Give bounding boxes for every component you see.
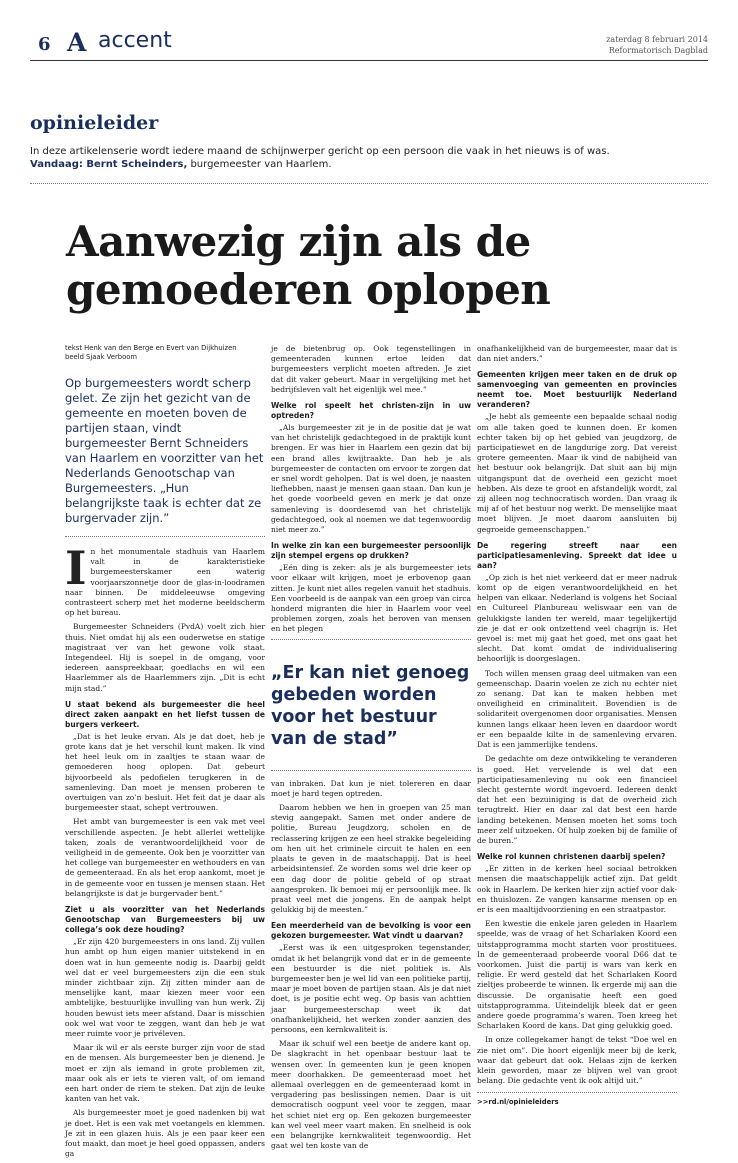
body-paragraph: Maar ik wil er als eerste burger zijn voor de stad en de mensen. Als burgemeester ben je dienend. Je moet er zijn als iemand in grote problemen zit, maar ook als er iets te vieren valt, of om iemand een hart onder de riem te steken. Dat zijn de leuke kanten van het vak. xyxy=(65,1043,265,1104)
body-paragraph: In onze collegekamer hangt de tekst “Doe wel en zie niet om”. Die hoort eigenlijk meer bij de kerk, waar dat gebeurt dat ook. Helaas zijn de kerken klein geworden, maar ze blijven wel van groot belang. Die gedachte vent ik ook altijd uit.” xyxy=(477,1035,677,1086)
footer-link[interactable]: >>rd.nl/opinieleiders xyxy=(477,1098,559,1107)
section-logo: A xyxy=(67,28,87,57)
body-paragraph: van inbraken. Dat kun je niet tolereren en daar moet je hard tegen optreden. xyxy=(271,778,471,798)
header-meta xyxy=(606,34,708,56)
column-2-body-bottom xyxy=(271,779,471,1152)
column-2-body-top xyxy=(271,344,471,635)
body-paragraph: „Eén ding is zeker: als je als burgemeester iets voor elkaar wilt krijgen, moet je erbovenop gaan zitten. Je kunt niet alles regelen vanuit het stadhuis. Een voorbeeld is de aanpak van een groep van circa honderd migranten die hier in Haarlem voor veel problemen zorgen, zoals het beroven van mensen en het plegen xyxy=(271,563,471,634)
article-credits xyxy=(65,344,265,362)
column-1 xyxy=(65,344,265,1163)
interview-question: U staat bekend als burgemeester die heel direct zaken aanpakt en het liefst tussen de burgers verkeert. xyxy=(65,699,265,729)
body-paragraph: Toch willen mensen graag deel uitmaken van een gemeenschap. Daarin voelen ze zich nu echter niet zo senang. Dat kan te maken hebben met onveiligheid en criminaliteit. Bovendien is de solidariteit overgenomen door organisaties. Mensen kunnen langs elkaar heen leven en daardoor wordt er een bepaalde kilte in de samenleving ervaren. Dat is een jammerlijke tendens. xyxy=(477,668,677,750)
body-paragraph: Maar ik schuif wel een beetje de andere kant op. De slagkracht in het openbaar bestuur laat te wensen over. In gemeenten kun je geen knopen meer doorhakken. De gemeenteraad moet het allemaal overleggen en de gemeenteraad komt in vergadering pas beslissingen nemen. Daar is uit democratisch oogpunt veel voor te zeggen, maar het schiet niet erg op. Een gekozen burgemeester kan wel veel meer vaart maken. En snelheid is ook een belangrijke kernkwaliteit tegenwoordig. Het gaat wel ten koste van de xyxy=(271,1039,471,1151)
article-lede: Op burgemeesters wordt scherp gelet. Ze zijn het gezicht van de gemeente en moeten boven de partijen staan, vindt burgemeester Bernt Schneiders van Haarlem en voorzitter van het Nederlands Genootschap van Burgemeesters. „Hun belangrijkste taak is echter dat ze burgervader zijn.” xyxy=(65,376,264,525)
pull-quote: „Er kan niet genoeg gebeden worden voor het bestuur van de stad” xyxy=(271,662,470,749)
body-paragraph: Als burgemeester moet je goed nadenken bij wat je doet. Het is een vak met voetangels en klemmen. Je zit in een glazen huis. Als je een paar keer een fout maakt, dan moet je heel goed oppassen, anders ga xyxy=(65,1108,265,1159)
issue-date: zaterdag 8 februari 2014 xyxy=(606,35,708,44)
credits-text: tekst Henk van den Berge en Evert van Dijkhuizen xyxy=(65,344,237,352)
publication-name: Reformatorisch Dagblad xyxy=(608,46,708,55)
pullquote-rule-top xyxy=(271,639,471,640)
body-paragraph: „Je hebt als gemeente een bepaalde schaal nodig om alle taken goed te kunnen doen. Er komen echter taken bij op het gebied van jeugdzorg, de participatiewet en de langdurige zorg. Dat vereist grotere gemeenten. Maar ik vind de nabijheid van het bestuur ook belangrijk. Dat sluit aan bij mijn uitgangspunt dat de overheid een gezicht moet hebben. Als deze te groot en afstandelijk wordt, zal zij alleen nog technocratisch worden. Dan vraag ik mij af of het bestuur nog werkt. De menselijke maat moet blijven. Je moet daarom aansluiten bij gegroeide gemeenschappen.” xyxy=(477,412,677,534)
lede-divider xyxy=(65,536,265,537)
interview-question: Een meerderheid van de bevolking is voor een gekozen burgemeester. Wat vindt u daarvan? xyxy=(271,921,471,941)
body-paragraph: je de bietenbrug op. Ook tegenstellingen in gemeenteraden kunnen ertoe leiden dat burgemeesters verplicht moeten aftreden. Je ziet dat dit vaker gebeurt. Maar in vergelijking met het bedrijfsleven valt het eigenlijk wel mee.” xyxy=(271,344,471,394)
body-paragraph: onafhankelijkheid van de burgemeester, maar dat is dan niet anders.” xyxy=(477,344,677,364)
footer-divider xyxy=(477,1092,677,1093)
body-paragraph: Een kwestie die enkele jaren geleden in Haarlem speelde, was de vraag of het Scharlaken Koord een uitstapprogramma mocht starten voor prostituees. In de gemeenteraad probeerde vooral D66 dat te voorkomen. Juist die partij is wars van kerk en religie. Er werd gesteld dat het Scharlaken Koord zieltjes probeerde te winnen. Ik ergerde mij aan die discussie. De organisatie heeft een goed uitstapprogramma. Uiteindelijk bleek dat er geen andere goede programma’s waren. Toen kreeg het Scharlaken Koord de kans. Dat ging gelukkig goed. xyxy=(477,919,677,1031)
rubric-divider xyxy=(30,183,708,184)
column-2 xyxy=(271,344,471,1155)
body-paragraph: De gedachte om deze ontwikkeling te veranderen is goed. Het vervelende is wel dat een participatiesamenleving nu ook een financieel slecht gesternte wordt ingevoerd. Iedereen denkt dat het een bezuiniging is dat de overheid zich terugtrekt. Hier en daar zal dat best een harde landing betekenen. Mensen moeten het soms toch meer zelf uitzoeken. Of hulp zoeken bij de familie of de buren.” xyxy=(477,754,677,845)
interview-question: Welke rol speelt het christen-zijn in uw optreden? xyxy=(271,401,471,421)
rubric-intro xyxy=(30,145,710,171)
rubric-kicker: opinieleider xyxy=(30,112,159,134)
rubric-intro-text: In deze artikelenserie wordt iedere maand de schijnwerper gericht op een persoon die vaak in het nieuws is of was. xyxy=(30,146,610,157)
interview-question: De regering streeft naar een participatiesamenleving. Spreekt dat idee u aan? xyxy=(477,540,677,570)
drop-cap: I xyxy=(65,541,87,595)
page-number: 6 xyxy=(38,34,51,55)
body-paragraph: „Op zich is het niet verkeerd dat er meer nadruk komt op de eigen verantwoordelijkheid en het helpen van elkaar. Nederland is volgens het Sociaal en Cultureel Planbureau weliswaar een van de gelukkigste landen ter wereld, maar tegelijkertijd zie je dat er ook ontzettend veel chagrijn is. Het gevoel is: met mij gaat het goed, met ons gaat het slecht. Dat komt omdat de individualisering behoorlijk is doorgeslagen. xyxy=(477,572,677,664)
body-paragraph: „Er zijn 420 burgemeesters in ons land. Zij vullen hun ambt op hun eigen manier uitstekend in en doen wat in hun gemeente nodig is. Daarbij geldt wel dat er veel burgemeesters zijn die een stuk minder zichtbaar zijn. Zij zitten minder aan de menselijke kant, maar kiezen meer voor een ambtelijke, bestuurlijke invulling van hun werk. Zij houden bewust iets meer afstand. Daar is misschien ook wel wat voor te zeggen, want dan heb je wat meer ruimte voor je privéleven. xyxy=(65,937,265,1038)
interview-question: Ziet u als voorzitter van het Nederlands Genootschap van Burgemeesters bij uw collega’s ook deze houding? xyxy=(65,905,265,935)
body-paragraph: „Er zitten in de kerken heel sociaal betrokken mensen die maatschappelijk actief zijn. Dat geldt ook in Haarlem. De kerken hier zijn actief voor dak- en thuislozen. Ze vangen kansarme mensen op en er is een maaltijdvoorziening en een straatpastor. xyxy=(477,864,677,914)
body-paragraph: „Als burgemeester zit je in de positie dat je wat van het christelijk gedachtegoed in de praktijk kunt brengen. Er was hier in Haarlem een gezin dat bij een brand alles kwijtraakte. Dan heb je als burgemeester de contacten om ervoor te zorgen dat er snel wordt geholpen. Dat is wel doen, je naasten liefhebben, naast je mensen gaan staan. Dan kun je het goede voorbeeld geven en merk je dat onze samenleving is doordesemd van het christelijk gedachtegoed, ook al noemen we dat tegenwoordig niet meer zo.” xyxy=(271,423,471,535)
interview-question: Gemeenten krijgen meer taken en de druk op samenvoeging van gemeenten en provincies neemt toe. Moet bestuurlijk Nederland veranderen? xyxy=(477,370,677,410)
column-3 xyxy=(477,344,677,1108)
body-paragraph: Het ambt van burgemeester is een vak met veel verschillende aspecten. Je hebt allerlei wettelijke taken, zoals de verantwoordelijkheid voor de veiligheid in de gemeente. Ook ben je voorzitter van het college van burgemeester en wethouders en van de gemeenteraad. En als het erop aankomt, moet je in de gemeente voor en tussen je mensen staan. Het belangrijkste is dat je burgervader bent.” xyxy=(65,817,265,898)
body-paragraph: Burgemeester Schneiders (PvdA) voelt zich hier thuis. Niet omdat hij als een ouderwetse en statige magistraat ver van het gewone volk staat. Integendeel. Hij is soepel in de omgang, voor iedereen aanspreekbaar, goedlachs en wil een Haarlemmer als de Haarlemmers zijn. „Dit is echt mijn stad.” xyxy=(65,622,265,693)
rubric-today-text: burgemeester van Haarlem. xyxy=(187,159,332,170)
interview-question: Welke rol kunnen christenen daarbij spelen? xyxy=(477,852,666,862)
header-rule xyxy=(30,60,708,61)
section-title: accent xyxy=(98,28,172,53)
article-headline: Aanwezig zijn als de gemoederen oplopen xyxy=(66,217,551,314)
body-paragraph: Daarom hebben we hen in groepen van 25 man stevig aangepakt. Samen met onder andere de politie, Bureau Jeugdzorg, scholen en de reclassering krijgen ze een heel strakke begeleiding om hen uit het criminele circuit te halen en een plaats te geven in de maatschappij. Dat is heel arbeidsintensief. Ze worden soms wel drie keer op een dag door de politie gebeld of op straat aangesproken. Ik bemoei mij er persoonlijk mee. Ik praat veel met die jongens. En de aanpak helpt gelukkig bij de meesten.” xyxy=(271,803,471,915)
credits-photo: beeld Sjaak Verboom xyxy=(65,353,138,361)
rubric-today-label: Vandaag: Bernt Scheinders, xyxy=(30,159,188,170)
body-paragraph: „Eerst was ik een uitgesproken tegenstander, omdat ik het belangrijk vond dat er in de gemeente een bestuurder is die niet politiek is. Als burgemeester ben je wel lid van een politieke partij, maar je moet boven de partijen staan. Als je dat niet doet, is je positie echt weg. Op basis van achttien jaar burgemeesterschap weet ik dat onafhankelijkheid, het werken zonder aanzien des persoons, een kernkwaliteit is. xyxy=(271,943,471,1034)
pullquote-rule-bottom xyxy=(271,770,471,771)
body-paragraph: „Dat is het leuke ervan. Als je dat doet, heb je grote kans dat je het verschil kunt maken. Ik vind het heel leuk om in zaaltjes te staan waar de gemoederen hoog oplopen. Dat gebeurt bijvoorbeeld als pedofielen terugkeren in de samenleving. Dan moet je mensen proberen te overtuigen van zo’n besluit. Het feit dat je daar als burgemeester staat, schept vertrouwen. xyxy=(65,731,265,813)
rubric-today xyxy=(30,158,710,171)
column-3-body xyxy=(477,344,677,1086)
interview-question: In welke zin kan een burgemeester persoonlijk zijn stempel ergens op drukken? xyxy=(271,541,471,561)
body-paragraph: n het monumentale stadhuis van Haarlem valt in de karakteristieke burgemeesterskamer een waterig voorjaarszonnetje door de glas-in-loodramen naar binnen. De middeleeuwse omgeving contrasteert scherp met het moderne beeldscherm op het bureau. xyxy=(65,547,265,618)
